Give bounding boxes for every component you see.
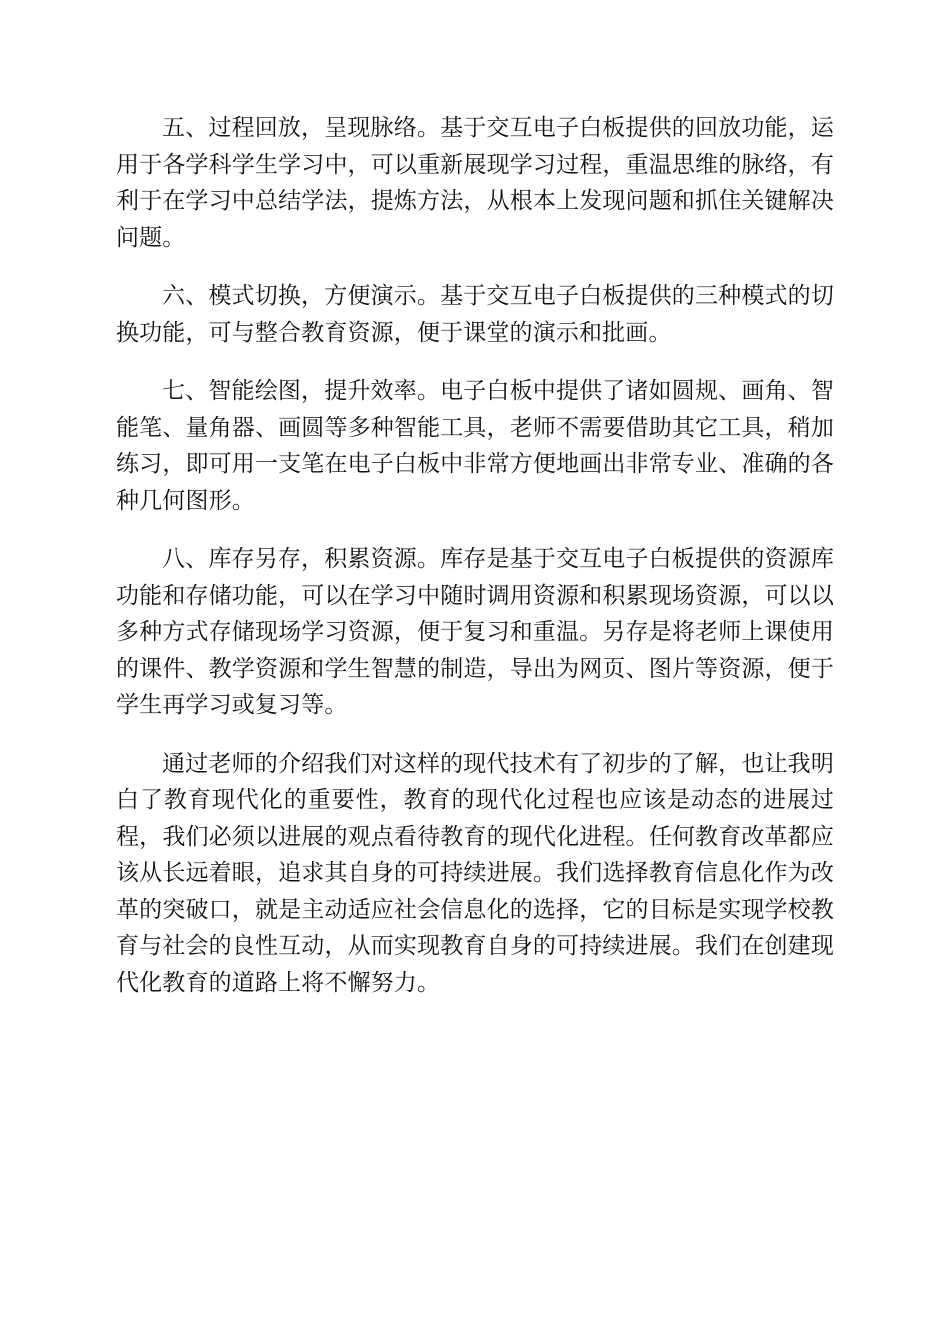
document-body	[116, 110, 834, 1023]
paragraph-conclusion: 通过老师的介绍我们对这样的现代技术有了初步的了解，也让我明白了教育现代化的重要性，教育的现代化过程也应该是动态的进展过程，我们必须以进展的观点看待教育的现代化进程。任何教育改革都应该从长远着眼，追求其自身的可持续进展。我们选择教育信息化作为改革的突破口，就是主动适应社会信息化的选择，它的目标是实现学校教育与社会的良性互动，从而实现教育自身的可持续进展。我们在创建现代化教育的道路上将不懈努力。	[116, 750, 834, 996]
paragraph-smart-drawing: 七、智能绘图，提升效率。电子白板中提供了诸如圆规、画角、智能笔、量角器、画圆等多种智能工具，老师不需要借助其它工具，稍加练习，即可用一支笔在电子白板中非常方便地画出非常专业、准确的各种几何图形。	[116, 378, 834, 514]
paragraph-mode-switch: 六、模式切换，方便演示。基于交互电子白板提供的三种模式的切换功能，可与整合教育资源，便于课堂的演示和批画。	[116, 283, 834, 346]
paragraph-playback: 五、过程回放，呈现脉络。基于交互电子白板提供的回放功能，运用于各学科学生学习中，可以重新展现学习过程，重温思维的脉络，有利于在学习中总结学法，提炼方法，从根本上发现问题和抓住关键解决问题。	[116, 115, 834, 251]
paragraph-resource-storage: 八、库存另存，积累资源。库存是基于交互电子白板提供的资源库功能和存储功能，可以在学习中随时调用资源和积累现场资源，可以以多种方式存储现场学习资源，便于复习和重温。另存是将老师上课使用的课件、教学资源和学生智慧的制造，导出为网页、图片等资源，便于学生再学习或复习等。	[116, 546, 834, 718]
